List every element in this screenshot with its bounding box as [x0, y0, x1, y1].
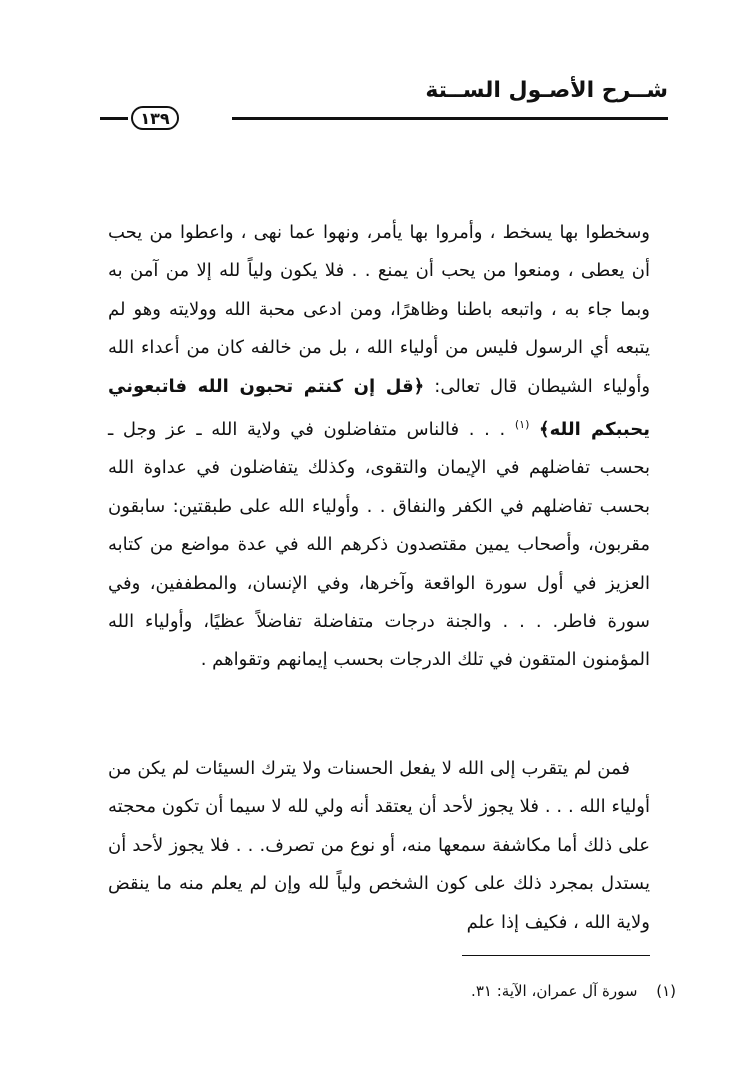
footnote	[471, 982, 676, 1000]
paragraph-2	[108, 750, 650, 942]
quran-verse: ﴿قل إن كنتم تحبون الله فاتبعوني يحببكم الله﴾	[108, 375, 650, 441]
paragraph-1	[108, 214, 650, 680]
header-rule-right	[232, 117, 668, 120]
paragraph-1-text-after-quran: . . . فالناس متفاضلون في ولاية الله ـ عز وجل ـ بحسب تفاضلهم في الإيمان والتقوى، وكذلك يتفاضلون في عداوة الله بحسب تفاضلهم في الكفر والنفاق . . وأولياء الله على طبقتين: سابقون مقربون، وأصحاب يمين مقتصدون ذكرهم الله في عدة مواضع من كتابه العزيز في أول سورة الواقعة وآخرها، وفي الإنسان، والمطففين، وفي سورة فاطر. . . . والجنة درجات متفاضلة تفاضلاً عظيًا، وأولياء الله المؤمنون المتقون في تلك الدرجات بحسب إيمانهم وتقواهم .	[108, 419, 650, 671]
paragraph-1-text-before-quran: وسخطوا بها يسخط ، وأمروا بها يأمر، ونهوا عما نهى ، واعطوا من يحب أن يعطى ، ومنعوا من يحب أن يمنع . . فلا يكون ولياً لله إلا من آمن به وبما جاء به ، واتبعه باطنا وظاهرًا، ومن ادعى محبة الله وولايته وهو لم يتبعه أي الرسول فليس من أولياء الله ، بل من خالفه كان من أعداء الله وأولياء الشيطان قال تعالى:	[108, 222, 651, 397]
footnote-marker: (١)	[514, 418, 530, 432]
footnote-divider	[462, 955, 650, 956]
footnote-text: سورة آل عمران، الآية: ٣١.	[471, 982, 638, 1000]
running-title: شــرح الأصـول الســتة	[425, 78, 668, 103]
page-header	[100, 78, 668, 130]
page-number: ١٣٩	[131, 106, 179, 130]
footnote-number: (١)	[656, 982, 676, 1000]
paragraph-2-text: فمن لم يتقرب إلى الله لا يفعل الحسنات ولا يترك السيئات لم يكن من أولياء الله . . . فلا يجوز لأحد أن يعتقد أنه ولي لله لا سيما أن تكون محجته على ذلك أما مكاشفة سمعها منه، أو نوع من تصرف. . . فلا يجوز لأحد أن يستدل بمجرد ذلك على كون الشخص ولياً لله وإن لم يعلم منه ما ينقض ولاية الله ، فكيف إذا علم	[108, 758, 650, 933]
header-rule-left	[100, 117, 128, 120]
